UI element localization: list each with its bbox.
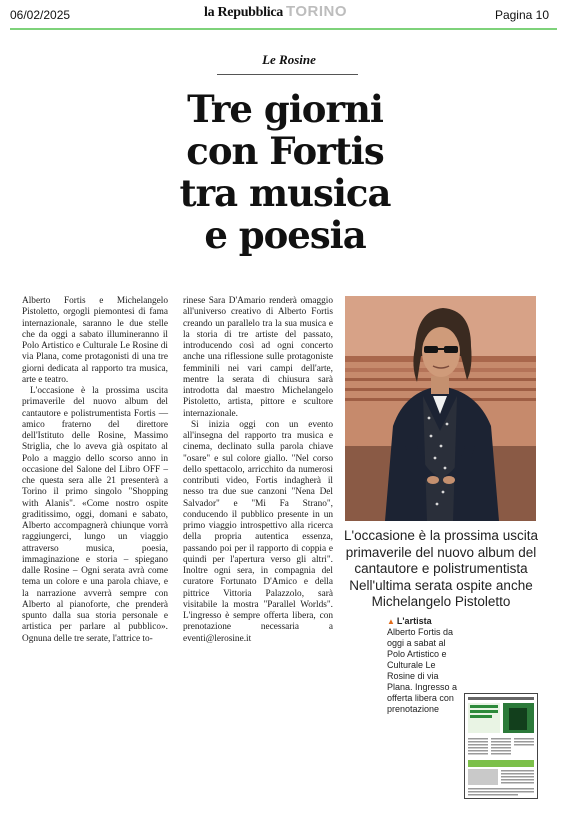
- page-thumbnail-image: [465, 694, 537, 798]
- infobox-heading: L'artista: [396, 616, 432, 626]
- artist-photo: [345, 296, 536, 521]
- page-thumbnail[interactable]: [464, 693, 538, 799]
- headline-line: tra musica: [179, 171, 391, 215]
- body-paragraph: Si inizia oggi con un evento all'insegna del rapporto tra musica e cinema, declinato sulla parola chiave "osare" e sul colore giallo. "Nel corso dello spettacolo, arricchito da numerosi contributi video, Fortis indagherà il nesso tra due sue canzoni "Nena Del Salvador" e "Mi Fa Strano", conducendo il pubblico presente in un primo viaggio introspettivo alla ricerca della propria autentica essenza, passando poi per il rapporto di coppia e quindi per l'apertura verso gli altri". Inoltre ogni sera, in compagnia del curatore Fortunato D'Amico e della pittrice Vittoria Palazzolo, sarà visitabile la mostra "Parallel Worlds". L'ingresso è sempre offerta libera, con prenotazione necessaria a eventi@lerosine.it: [183, 419, 333, 644]
- newspaper-logo: [204, 3, 347, 21]
- article-column-2: [183, 296, 333, 645]
- logo-city: TORINO: [285, 3, 348, 20]
- article-column-1: [22, 296, 168, 645]
- headline-line: Tre giorni: [187, 87, 383, 131]
- body-paragraph: Alberto Fortis e Michelangelo Pistoletto, orgogli piemontesi di fama internazionale, saranno le due stelle che da oggi a sabato illumineranno il Polo Artistico e Culturale Le Rosine di via Plana, come protagonisti di una tre giorni dedicata al rapporto tra musica, arte e teatro.: [22, 296, 168, 385]
- artist-infobox: [387, 616, 463, 715]
- headline-line: e poesia: [204, 213, 366, 257]
- kicker-divider: [217, 74, 358, 75]
- page-header: [0, 0, 567, 30]
- portrait-illustration: [345, 296, 536, 521]
- page-number: Pagina 10: [494, 8, 549, 22]
- body-paragraph: rinese Sara D'Amario renderà omaggio all'universo creativo di Alberto Fortis creando un parallelo tra la sua musica e la storia di tre artiste del passato, introducendo così ad ogni concerto anche una riflessione sulle protagoniste femminili nei vari campi dell'arte, mentre la serata di chiusura sarà introdotta dal maestro Michelangelo Pistoletto, artista, pittore e scultore internazionale.: [183, 296, 333, 419]
- body-paragraph: L'occasione è la prossima uscita primaverile del nuovo album del cantautore e polistrumentista Fortis — amico fraterno del direttore dell'Istituto delle Rosine, Massimo Striglia, che lo aveva già ospitato al Polo a maggio dello scorso anno in occasione del Salone del Libro OFF – che questa sera alle 21 presenterà a Torino il primo singolo "Shopping with Alanis". «Come nostro ospite graditissimo, oggi, domani e sabato, Alberto accompagnerà chiunque vorrà raggiungerci, lungo un viaggio attraverso musica, poesia, immaginazione e storia – spiegano dalle Rosine – Ogni serata avrà come tema un colore e una parola chiave, e la narrazione avverrà sempre con Alberto al pianoforte, che prenderà spunto dalla sua storia personale e artistica per parlare al pubblico». Ognuna delle tre serate, l'attrice to-: [22, 386, 168, 644]
- header-divider: [10, 28, 557, 30]
- article-kicker: Le Rosine: [262, 52, 316, 67]
- article-headline: [150, 88, 420, 256]
- logo-publication: la Repubblica: [204, 5, 283, 20]
- headline-line: con Fortis: [186, 129, 384, 173]
- triangle-icon: ▲: [387, 617, 395, 626]
- header-date: 06/02/2025: [10, 8, 71, 22]
- infobox-heading-row: [387, 616, 463, 627]
- infobox-text: Alberto Fortis da oggi a sabat al Polo Artistico e Culturale Le Rosine di via Plana. Ingresso a offerta libera con prenotazione: [387, 627, 458, 714]
- photo-caption: L'occasione è la prossima uscita primaverile del nuovo album del cantautore e polistrumentista Nell'ultima serata ospite anche Michelangelo Pistoletto: [344, 528, 538, 609]
